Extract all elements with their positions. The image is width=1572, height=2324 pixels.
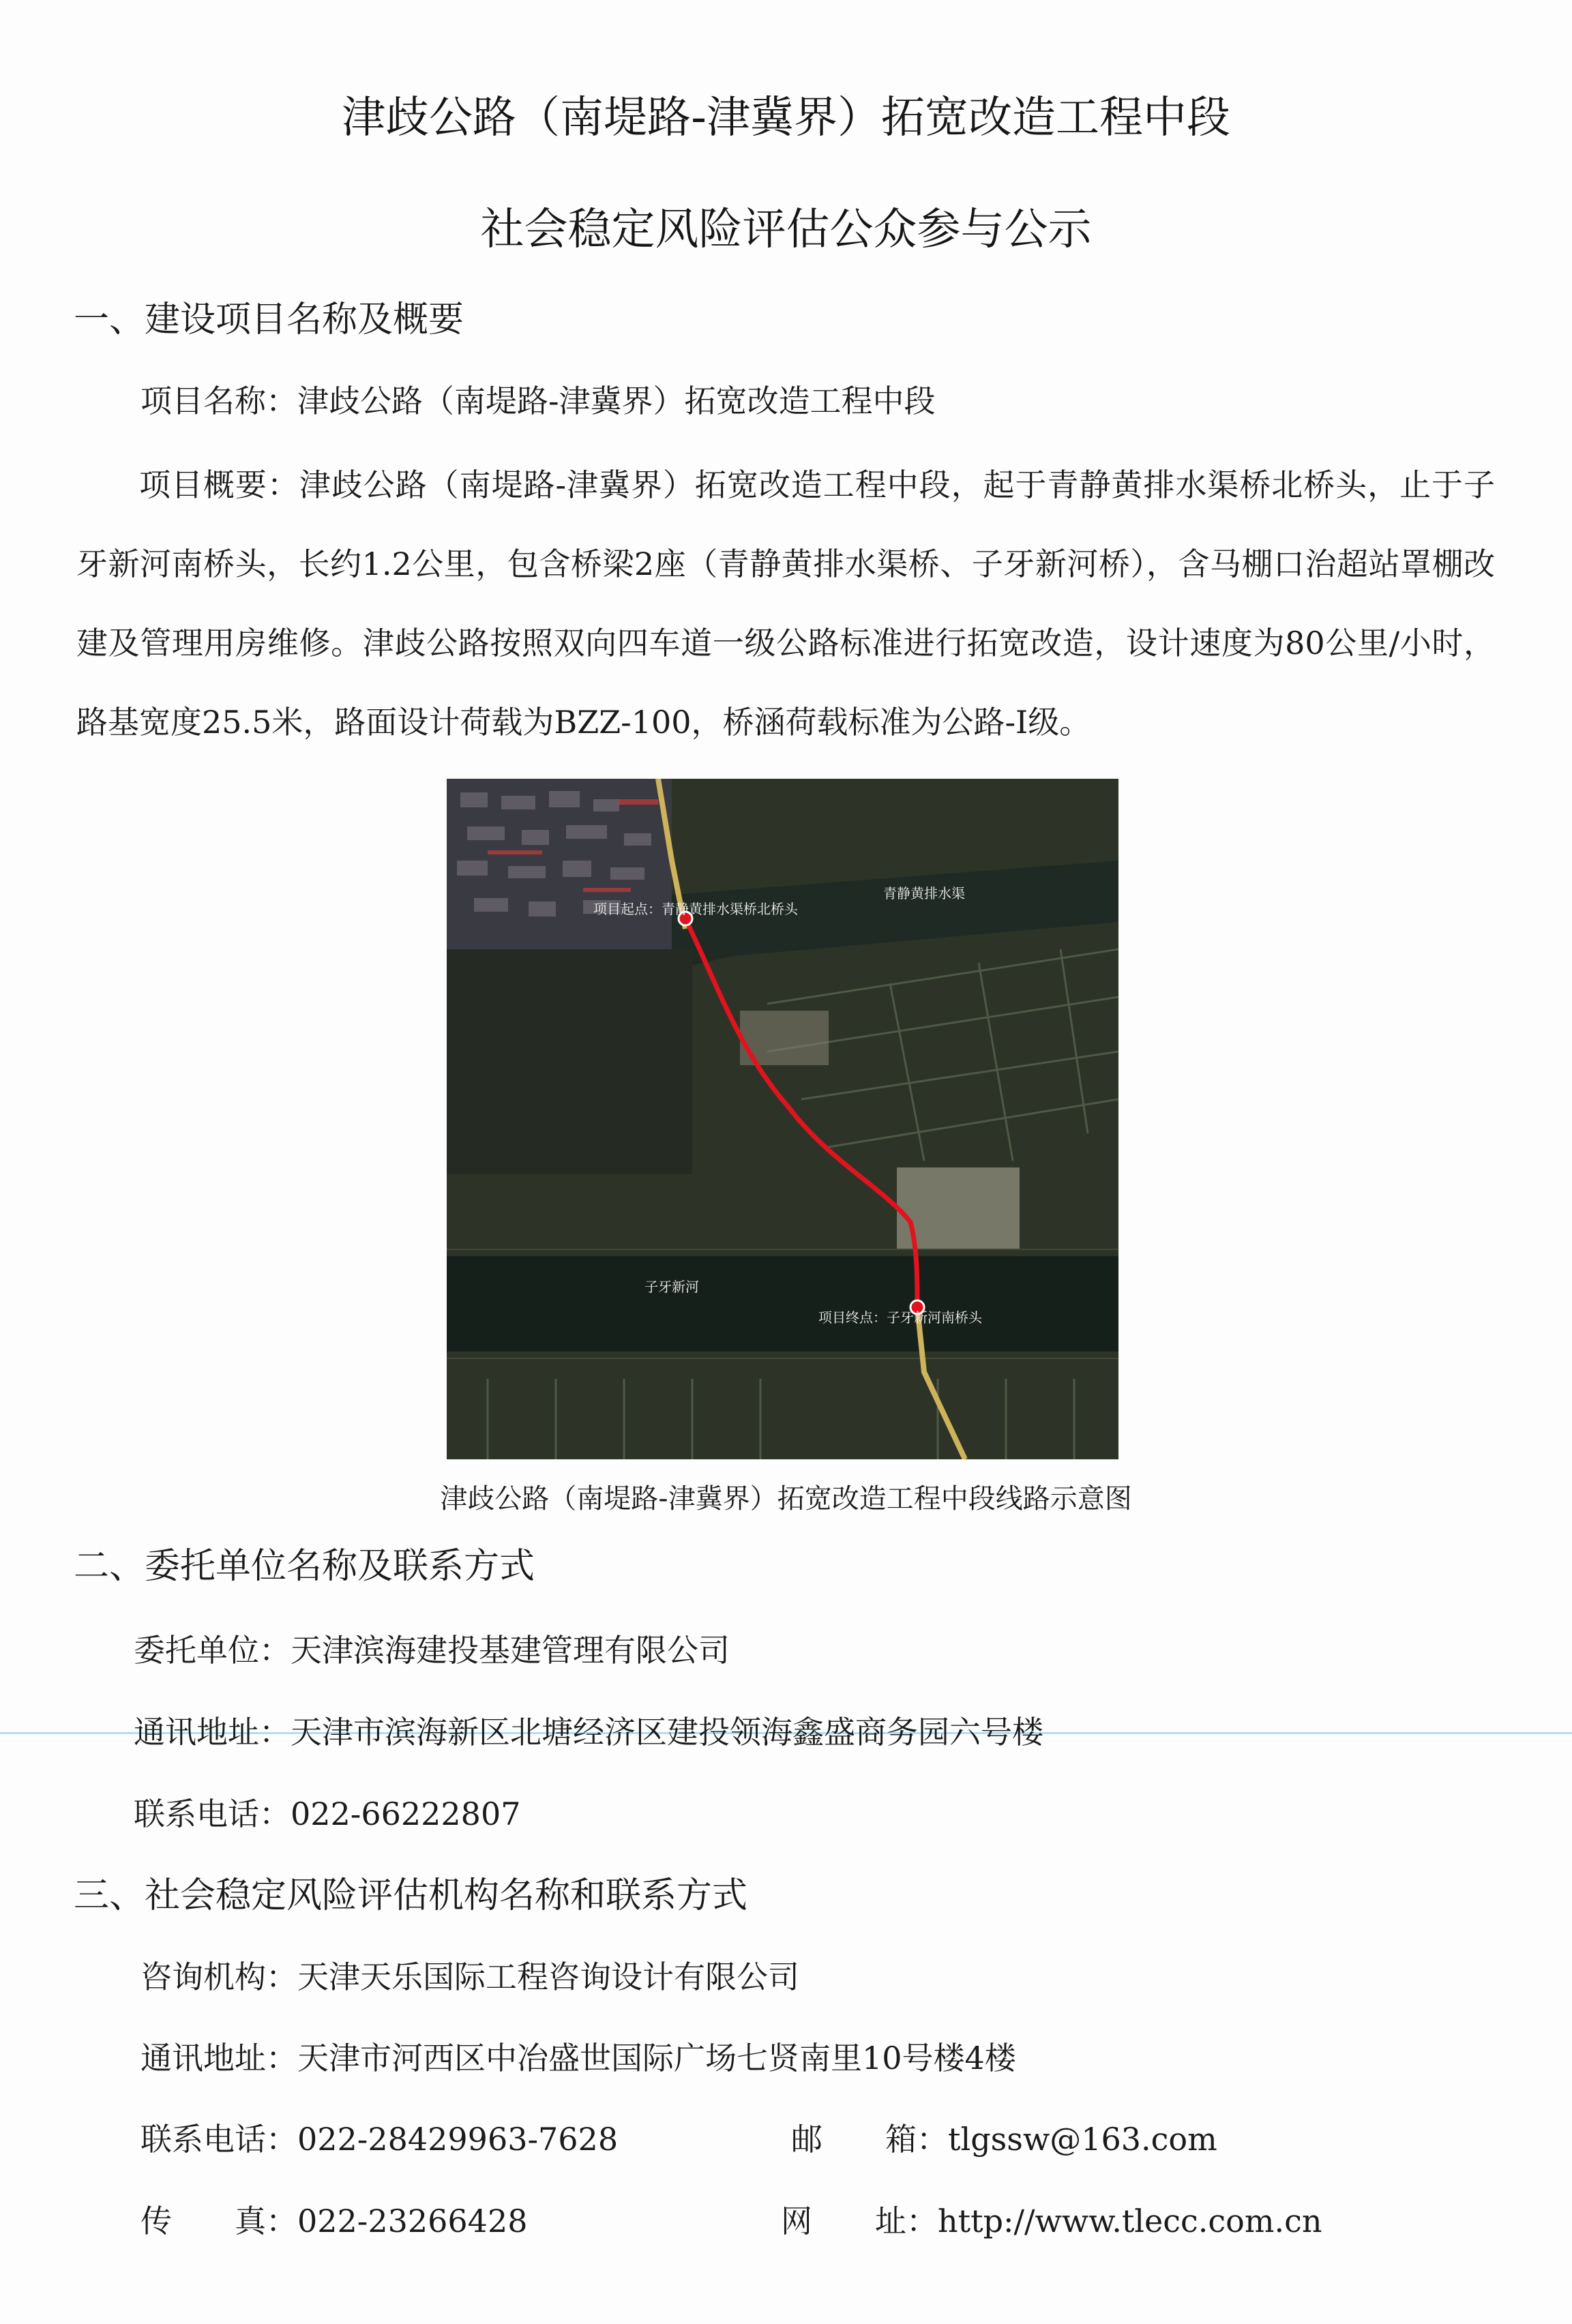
- agency-address: 通讯地址：天津市河西区中冶盛世国际广场七贤南里10号楼4楼: [140, 2040, 1016, 2076]
- map-label-start: 项目起点：青静黄排水渠桥北桥头: [593, 901, 798, 917]
- route-map-image: [447, 779, 1118, 1459]
- website-link[interactable]: http://www.tlecc.com.cn: [938, 2203, 1322, 2239]
- agency-name: 咨询机构：天津天乐国际工程咨询设计有限公司: [140, 1958, 799, 1995]
- project-name: 项目名称：津歧公路（南堤路-津冀界）拓宽改造工程中段: [140, 383, 936, 419]
- route-map: [447, 779, 1118, 1459]
- client-address: 通讯地址：天津市滨海新区北塘经济区建投领海鑫盛商务园六号楼: [134, 1714, 1043, 1751]
- page-title-line1: 津歧公路（南堤路-津冀界）拓宽改造工程中段: [341, 93, 1231, 143]
- agency-fax: 传 真：022-23266428: [140, 2203, 528, 2239]
- map-label-canal: 青静黄排水渠: [883, 885, 965, 902]
- section3-heading: 三、社会稳定风险评估机构名称和联系方式: [74, 1875, 748, 1916]
- project-overview: 项目概要：津歧公路（南堤路-津冀界）拓宽改造工程中段，起于青静黄排水渠桥北桥头，止于子牙新河南桥头，长约1.2公里，包含桥梁2座（青静黄排水渠桥、子牙新河桥），含马棚口治超站罩棚改建及管理用房维修。津歧公路按照双向四车道一级公路标准进行拓宽改造，设计速度为80公里/小时，路基宽度25.5米，路面设计荷载为BZZ-100，桥涵荷载标准为公路-I级。: [76, 466, 1495, 741]
- section2-heading: 二、委托单位名称及联系方式: [74, 1546, 535, 1587]
- client-phone: 联系电话：022-66222807: [134, 1796, 521, 1832]
- page-title-line2: 社会稳定风险评估公众参与公示: [480, 205, 1092, 255]
- client-unit: 委托单位：天津滨海建投基建管理有限公司: [134, 1632, 730, 1669]
- map-label-river: 子牙新河: [644, 1279, 699, 1295]
- section1-heading: 一、建设项目名称及概要: [74, 299, 464, 340]
- agency-email: [791, 2118, 1217, 2160]
- website-label: 网 址：: [781, 2203, 938, 2239]
- email-value[interactable]: tlgssw@163.com: [948, 2121, 1217, 2158]
- agency-phone: 联系电话：022-28429963-7628: [140, 2121, 619, 2158]
- map-label-end: 项目终点：子牙新河南桥头: [818, 1309, 982, 1326]
- email-label: 邮 箱：: [791, 2121, 948, 2158]
- map-caption: 津歧公路（南堤路-津冀界）拓宽改造工程中段线路示意图: [440, 1483, 1132, 1515]
- agency-website: [781, 2200, 1322, 2242]
